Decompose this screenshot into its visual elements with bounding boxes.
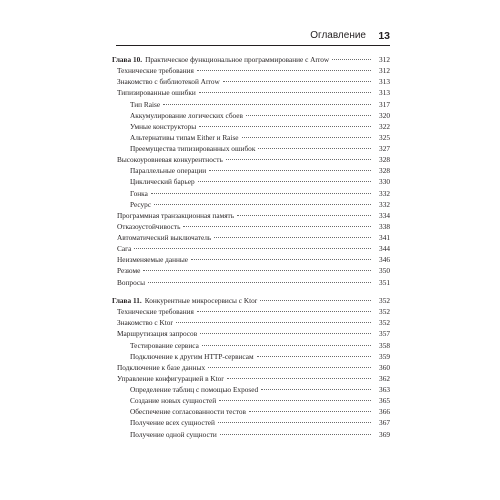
toc-page-number: 317 bbox=[379, 99, 390, 109]
toc-chapter-title: Практическое функциональное программирование с Arrow bbox=[145, 55, 330, 64]
toc-entry-title: Вопросы bbox=[117, 277, 146, 287]
dot-leader bbox=[199, 92, 371, 93]
toc-entry-title: Параллельные операции bbox=[130, 166, 207, 176]
toc-page-number: 367 bbox=[379, 418, 390, 428]
dot-leader bbox=[208, 367, 371, 368]
toc-entry-title: Ресурс bbox=[130, 199, 152, 209]
toc-entry-title: Получение одной сущности bbox=[130, 429, 217, 439]
dot-leader bbox=[151, 193, 371, 194]
toc-subsection-entry[interactable] bbox=[112, 341, 390, 351]
toc-page-number: 358 bbox=[379, 340, 390, 350]
toc-page-number: 334 bbox=[379, 210, 390, 220]
toc-page-number: 366 bbox=[379, 407, 390, 417]
toc-chapter-label bbox=[112, 55, 329, 64]
toc-entry-title: Технические требования bbox=[117, 307, 194, 317]
header-rule bbox=[116, 45, 390, 46]
toc-section-entry[interactable] bbox=[112, 318, 390, 328]
toc-chapter-number: Глава 11. bbox=[112, 296, 142, 305]
toc-subsection-entry[interactable] bbox=[112, 122, 390, 132]
toc-page-number: 330 bbox=[379, 177, 390, 187]
toc-subsection-entry[interactable] bbox=[112, 407, 390, 417]
toc-entry-title: Отказоустойчивость bbox=[117, 221, 181, 231]
toc-chapter-heading[interactable] bbox=[112, 296, 390, 306]
toc-entry-title: Получение всех сущностей bbox=[130, 418, 215, 428]
toc-section-entry[interactable] bbox=[112, 255, 390, 265]
toc-subsection-entry[interactable] bbox=[112, 352, 390, 362]
toc-page-number: 332 bbox=[379, 199, 390, 209]
dot-leader bbox=[220, 434, 371, 435]
toc-page-number: 313 bbox=[379, 77, 390, 87]
dot-leader bbox=[246, 115, 371, 116]
toc-section-entry[interactable] bbox=[112, 222, 390, 232]
dot-leader bbox=[249, 411, 371, 412]
toc-entry-title: Альтернативы типам Either и Raise bbox=[130, 132, 239, 142]
toc-subsection-entry[interactable] bbox=[112, 418, 390, 428]
toc-page-number: 341 bbox=[379, 233, 390, 243]
toc-entry-title: Знакомство с Ktor bbox=[117, 318, 173, 328]
running-header-title: Оглавление bbox=[310, 30, 366, 41]
toc-page-number: 312 bbox=[379, 66, 390, 76]
dot-leader bbox=[143, 270, 371, 271]
dot-leader bbox=[202, 345, 371, 346]
toc-entry-title: Аккумулирование логических сбоев bbox=[130, 110, 243, 120]
toc-section-entry[interactable] bbox=[112, 88, 390, 98]
dot-leader bbox=[163, 104, 371, 105]
toc-entry-title: Знакомство с библиотекой Arrow bbox=[117, 77, 220, 87]
toc-page-number: 359 bbox=[379, 351, 390, 361]
toc-page-number: 322 bbox=[379, 121, 390, 131]
toc-page-number: 350 bbox=[379, 266, 390, 276]
toc-page-number: 332 bbox=[379, 188, 390, 198]
toc-entry-title: Управление конфигурацией в Ktor bbox=[117, 373, 224, 383]
dot-leader bbox=[219, 400, 371, 401]
dot-leader bbox=[226, 159, 371, 160]
dot-leader bbox=[176, 322, 371, 323]
toc-section-entry[interactable] bbox=[112, 363, 390, 373]
toc-subsection-entry[interactable] bbox=[112, 189, 390, 199]
toc-entry-title: Подключение к другим HTTP-сервисам bbox=[130, 351, 254, 361]
toc-entry-title: Подключение к базе данных bbox=[117, 362, 206, 372]
toc-subsection-entry[interactable] bbox=[112, 385, 390, 395]
toc-page-number: 328 bbox=[379, 155, 390, 165]
dot-leader bbox=[209, 170, 371, 171]
toc-page-number: 360 bbox=[379, 362, 390, 372]
toc-page-number: 365 bbox=[379, 396, 390, 406]
dot-leader bbox=[218, 422, 371, 423]
dot-leader bbox=[223, 81, 371, 82]
toc-subsection-entry[interactable] bbox=[112, 396, 390, 406]
dot-leader bbox=[260, 300, 371, 301]
toc-entry-title: Циклический барьер bbox=[130, 177, 195, 187]
toc-page-number: 369 bbox=[379, 429, 390, 439]
toc-subsection-entry[interactable] bbox=[112, 111, 390, 121]
dot-leader bbox=[199, 126, 371, 127]
dot-leader bbox=[200, 333, 371, 334]
toc-chapter-label bbox=[112, 296, 257, 305]
toc-page-number: 346 bbox=[379, 255, 390, 265]
toc-page-number: 313 bbox=[379, 88, 390, 98]
dot-leader bbox=[148, 282, 371, 283]
toc-page-number: 312 bbox=[379, 55, 390, 64]
dot-leader bbox=[242, 137, 371, 138]
dot-leader bbox=[237, 215, 371, 216]
toc-page-number: 327 bbox=[379, 144, 390, 154]
toc-entry-title: Резюме bbox=[117, 266, 141, 276]
dot-leader bbox=[214, 237, 371, 238]
toc-page-number: 352 bbox=[379, 318, 390, 328]
dot-leader bbox=[197, 311, 371, 312]
dot-leader bbox=[154, 204, 371, 205]
toc-section-entry[interactable] bbox=[112, 233, 390, 243]
toc-subsection-entry[interactable] bbox=[112, 133, 390, 143]
toc-page-number: 362 bbox=[379, 373, 390, 383]
dot-leader bbox=[191, 259, 371, 260]
dot-leader bbox=[258, 148, 371, 149]
toc-entry-title: Создание новых сущностей bbox=[130, 396, 217, 406]
toc-section-entry[interactable] bbox=[112, 244, 390, 254]
toc-entry-title: Обеспечение согласованности тестов bbox=[130, 407, 246, 417]
toc-page-number: 328 bbox=[379, 166, 390, 176]
toc-entry-title: Умные конструкторы bbox=[130, 121, 197, 131]
toc-entry-title: Неизменяемые данные bbox=[117, 255, 189, 265]
toc-entry-title: Технические требования bbox=[117, 66, 194, 76]
toc-section-entry[interactable] bbox=[112, 66, 390, 76]
toc-section-entry[interactable] bbox=[112, 374, 390, 384]
toc-section-entry[interactable] bbox=[112, 266, 390, 276]
toc-entry-title: Программная транзакционная память bbox=[117, 210, 235, 220]
toc-section-entry[interactable] bbox=[112, 77, 390, 87]
page-number: 13 bbox=[378, 30, 390, 42]
toc-page-number: 352 bbox=[379, 296, 390, 305]
toc-entry-title: Гонка bbox=[130, 188, 148, 198]
toc-section-entry[interactable] bbox=[112, 329, 390, 339]
toc-subsection-entry[interactable] bbox=[112, 100, 390, 110]
toc-page-number: 363 bbox=[379, 385, 390, 395]
dot-leader bbox=[227, 378, 371, 379]
toc-entry-title: Преемущества типизированных ошибок bbox=[130, 144, 256, 154]
dot-leader bbox=[332, 59, 371, 60]
toc-subsection-entry[interactable] bbox=[112, 430, 390, 440]
toc-chapter-heading[interactable] bbox=[112, 55, 390, 65]
dot-leader bbox=[257, 356, 371, 357]
toc-entry-title: Типизированные ошибки bbox=[117, 88, 196, 98]
dot-leader bbox=[197, 70, 371, 71]
toc-section-entry[interactable] bbox=[112, 211, 390, 221]
dot-leader bbox=[183, 226, 371, 227]
toc-page-number: 357 bbox=[379, 329, 390, 339]
toc-page-number: 351 bbox=[379, 277, 390, 287]
toc-entry-title: Автоматический выключатель bbox=[117, 233, 212, 243]
toc-entry-title: Определение таблиц с помощью Exposed bbox=[130, 385, 259, 395]
toc-page-number: 338 bbox=[379, 221, 390, 231]
toc-chapter-title: Конкурентные микросервисы с Ktor bbox=[144, 296, 258, 305]
toc-subsection-entry[interactable] bbox=[112, 144, 390, 154]
toc-section-entry[interactable] bbox=[112, 278, 390, 288]
dot-leader bbox=[198, 181, 371, 182]
toc-subsection-entry[interactable] bbox=[112, 200, 390, 210]
running-header bbox=[116, 30, 390, 44]
toc-entry-title: Тип Raise bbox=[130, 99, 161, 109]
toc-entry-title: Высокоуровневая конкурентность bbox=[117, 155, 223, 165]
toc-chapter-number: Глава 10. bbox=[112, 55, 143, 64]
toc-subsection-entry[interactable] bbox=[112, 166, 390, 176]
dot-leader bbox=[134, 248, 371, 249]
toc-entry-title: Тестирование сервиса bbox=[130, 340, 199, 350]
toc-section-entry[interactable] bbox=[112, 307, 390, 317]
toc-subsection-entry[interactable] bbox=[112, 177, 390, 187]
toc-entry-title: Маршрутизация запросов bbox=[117, 329, 198, 339]
toc-entry-title: Сага bbox=[117, 244, 132, 254]
toc-page-number: 344 bbox=[379, 244, 390, 254]
toc-section-entry[interactable] bbox=[112, 155, 390, 165]
toc-page-number: 320 bbox=[379, 110, 390, 120]
toc-page-number: 352 bbox=[379, 307, 390, 317]
toc-page-number: 325 bbox=[379, 132, 390, 142]
dot-leader bbox=[261, 389, 371, 390]
